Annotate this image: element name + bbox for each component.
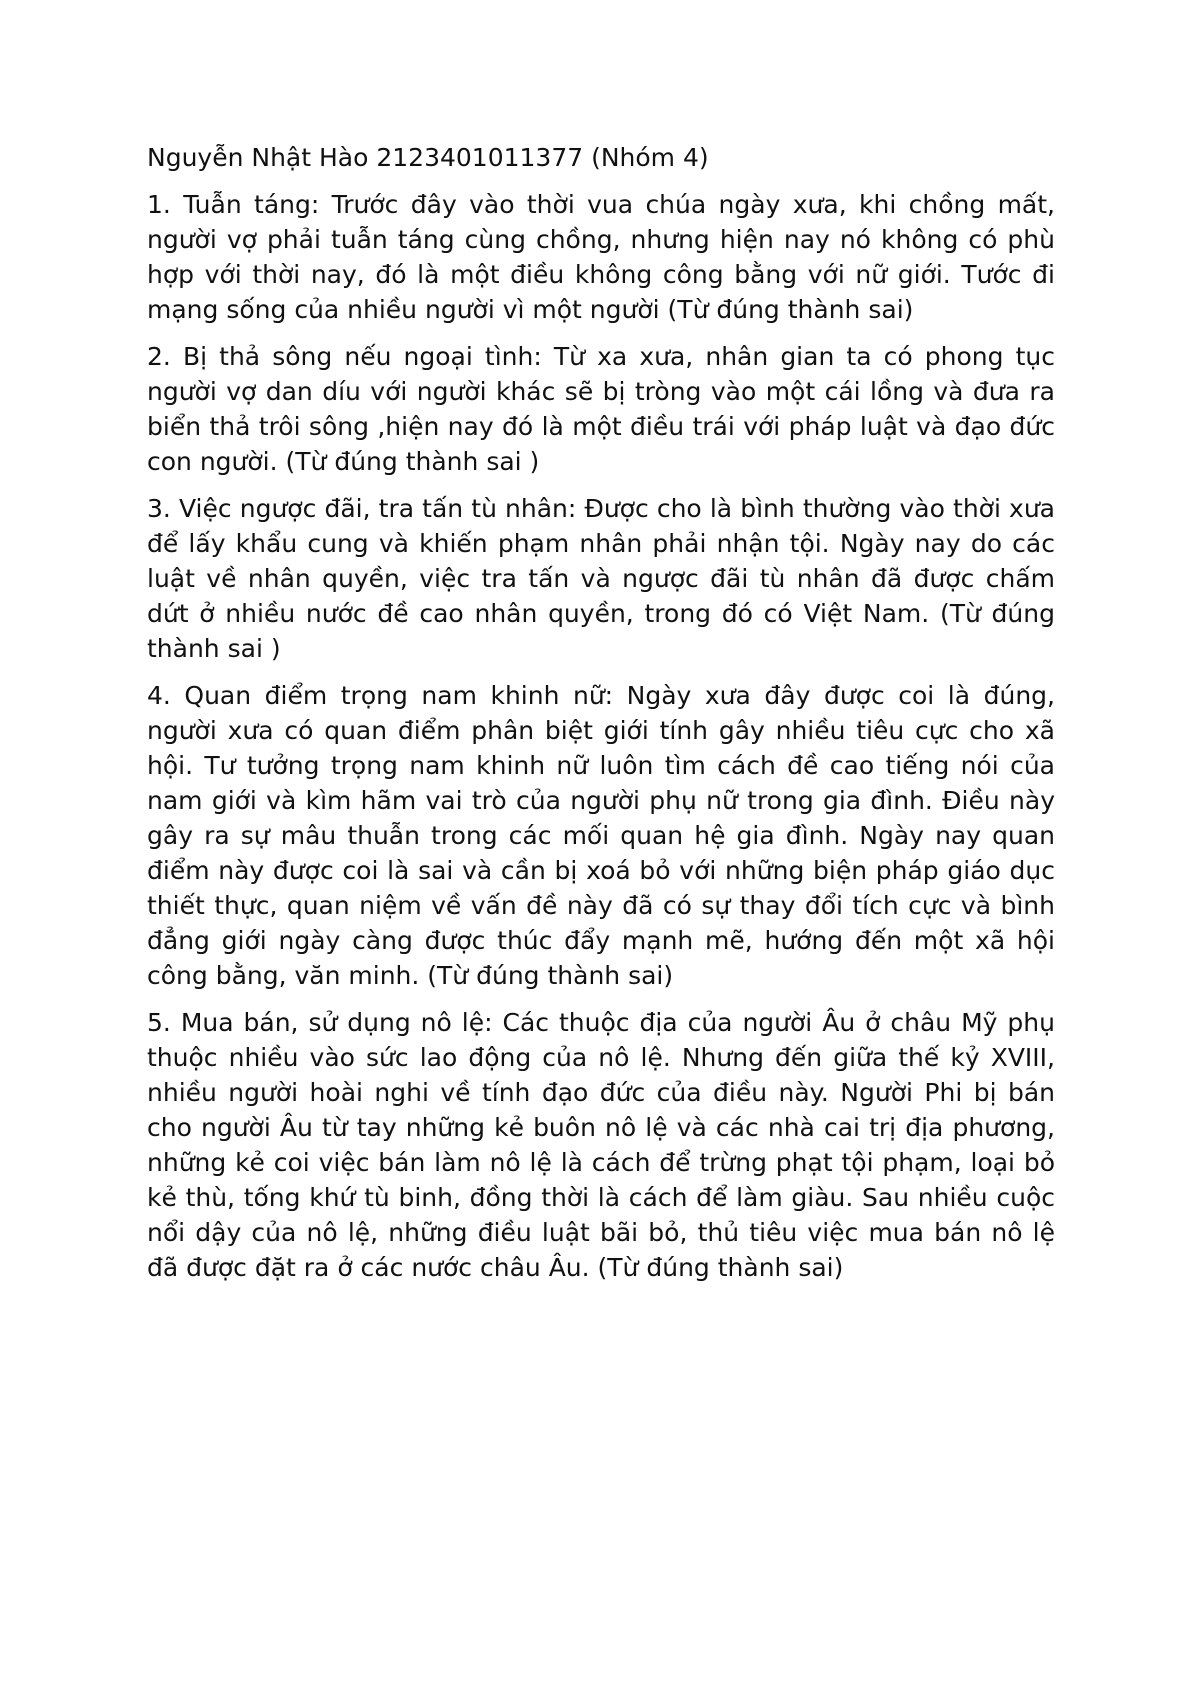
paragraph-2-tha-song: 2. Bị thả sông nếu ngoại tình: Từ xa xưa, nhân gian ta có phong tục người vợ dan díu với người khác sẽ bị tròng vào một cái lồng và đưa ra biển thả trôi sông ,hiện nay đó là một điều trái với pháp luật và đạo đức con người. (Từ đúng thành sai ) bbox=[147, 342, 1055, 476]
document-heading: Nguyễn Nhật Hào 2123401011377 (Nhóm 4) bbox=[147, 143, 709, 172]
paragraph-1-tuan-tang: 1. Tuẫn táng: Trước đây vào thời vua chúa ngày xưa, khi chồng mất, người vợ phải tuẫn táng cùng chồng, nhưng hiện nay nó không có phù hợp với thời nay, đó là một điều không công bằng với nữ giới. Tước đi mạng sống của nhiều người vì một người (Từ đúng thành sai) bbox=[147, 190, 1055, 324]
paragraph-4-trong-nam-khinh-nu: 4. Quan điểm trọng nam khinh nữ: Ngày xưa đây được coi là đúng, người xưa có quan điểm phân biệt giới tính gây nhiều tiêu cực cho xã hội. Tư tưởng trọng nam khinh nữ luôn tìm cách đề cao tiếng nói của nam giới và kìm hãm vai trò của người phụ nữ trong gia đình. Điều này gây ra sự mâu thuẫn trong các mối quan hệ gia đình. Ngày nay quan điểm này được coi là sai và cần bị xoá bỏ với những biện pháp giáo dục thiết thực, quan niệm về vấn đề này đã có sự thay đổi tích cực và bình đẳng giới ngày càng được thúc đẩy mạnh mẽ, hướng đến một xã hội công bằng, văn minh. (Từ đúng thành sai) bbox=[147, 681, 1055, 990]
paragraph-5-mua-ban-no-le: 5. Mua bán, sử dụng nô lệ: Các thuộc địa của người Âu ở châu Mỹ phụ thuộc nhiều vào sức lao động của nô lệ. Nhưng đến giữa thế kỷ XVIII, nhiều người hoài nghi về tính đạo đức của điều này. Người Phi bị bán cho người Âu từ tay những kẻ buôn nô lệ và các nhà cai trị địa phương, những kẻ coi việc bán làm nô lệ là cách để trừng phạt tội phạm, loại bỏ kẻ thù, tống khứ tù binh, đồng thời là cách để làm giàu. Sau nhiều cuộc nổi dậy của nô lệ, những điều luật bãi bỏ, thủ tiêu việc mua bán nô lệ đã được đặt ra ở các nước châu Âu. (Từ đúng thành sai) bbox=[147, 1008, 1055, 1282]
paragraph-3-nguoc-dai-tu-nhan: 3. Việc ngược đãi, tra tấn tù nhân: Được cho là bình thường vào thời xưa để lấy khẩu cung và khiến phạm nhân phải nhận tội. Ngày nay do các luật về nhân quyền, việc tra tấn và ngược đãi tù nhân đã được chấm dứt ở nhiều nước đề cao nhân quyền, trong đó có Việt Nam. (Từ đúng thành sai ) bbox=[147, 494, 1055, 663]
document-page bbox=[147, 140, 1055, 1297]
